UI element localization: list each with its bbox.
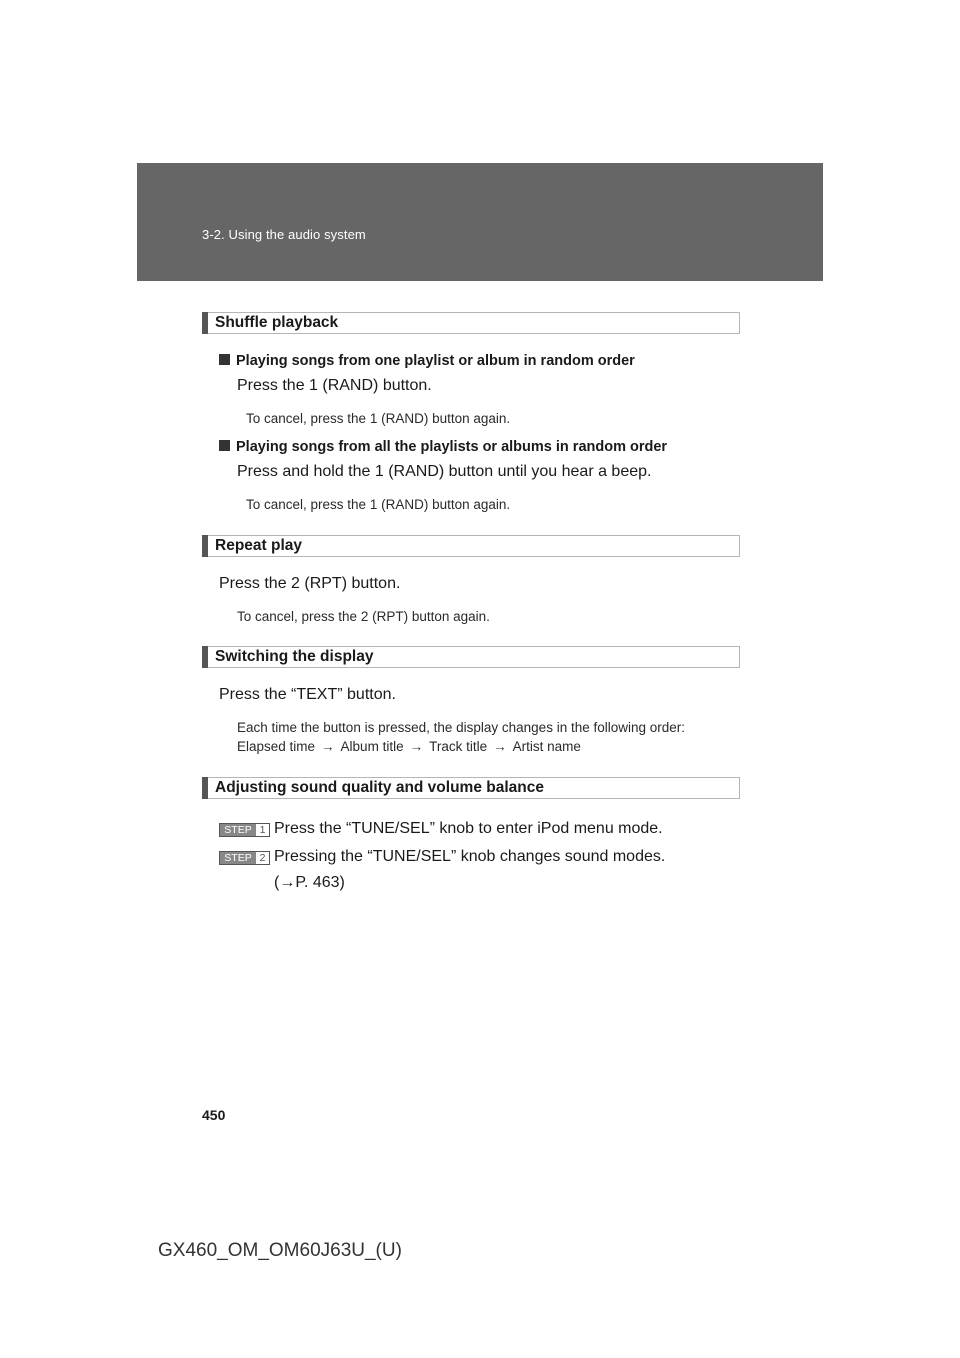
display-order-sequence — [237, 739, 581, 754]
section-accent — [202, 312, 208, 334]
page-number: 450 — [202, 1107, 226, 1123]
section-repeat-play — [202, 535, 740, 557]
instruction-text: Press and hold the 1 (RAND) button until you hear a beep. — [237, 463, 652, 480]
step-number: 2 — [256, 852, 269, 864]
section-accent — [202, 535, 208, 557]
arrow-right-icon: → — [493, 739, 507, 754]
step-label: STEP — [220, 824, 256, 836]
section-accent — [202, 777, 208, 799]
arrow-right-icon: → — [321, 739, 335, 754]
section-accent — [202, 646, 208, 668]
note-text: To cancel, press the 2 (RPT) button again. — [237, 609, 490, 624]
subheading-text: Playing songs from one playlist or album in random order — [236, 353, 635, 369]
note-text: Each time the button is pressed, the display changes in the following order: — [237, 720, 686, 735]
note-text: To cancel, press the 1 (RAND) button again. — [246, 411, 511, 426]
subheading-text: Playing songs from all the playlists or albums in random order — [236, 439, 668, 455]
instruction-text: Press the 1 (RAND) button. — [237, 377, 432, 394]
step-text: Pressing the “TUNE/SEL” knob changes sound modes. — [274, 848, 666, 865]
note-text: To cancel, press the 1 (RAND) button again. — [246, 497, 511, 512]
chapter-header — [137, 163, 823, 281]
instruction-text: Press the “TEXT” button. — [219, 686, 396, 703]
section-title: Shuffle playback — [215, 314, 339, 331]
section-shuffle-playback — [202, 312, 740, 334]
section-title: Adjusting sound quality and volume balance — [215, 779, 544, 796]
section-switching-display — [202, 646, 740, 668]
section-title: Repeat play — [215, 537, 303, 554]
document-code: GX460_OM_OM60J63U_(U) — [158, 1240, 402, 1261]
arrow-right-icon: → — [409, 739, 424, 754]
square-bullet-icon — [219, 354, 230, 365]
step-text: Press the “TUNE/SEL” knob to enter iPod menu mode. — [274, 820, 663, 837]
square-bullet-icon — [219, 440, 230, 451]
order-item: Artist name — [512, 739, 581, 754]
subheading-all-playlists — [219, 439, 667, 455]
section-title: Switching the display — [215, 648, 374, 665]
chapter-label: 3-2. Using the audio system — [202, 227, 366, 242]
step-badge-2 — [219, 851, 270, 865]
section-sound-quality — [202, 777, 740, 799]
instruction-text: Press the 2 (RPT) button. — [219, 575, 401, 592]
page-reference-link[interactable]: (→P. 463) — [274, 874, 345, 891]
order-item: Track title — [429, 739, 488, 754]
order-item: Album title — [340, 739, 404, 754]
subheading-one-playlist — [219, 353, 635, 369]
step-badge-1 — [219, 823, 270, 837]
step-label: STEP — [220, 852, 256, 864]
order-item: Elapsed time — [237, 739, 316, 754]
step-number: 1 — [256, 824, 269, 836]
